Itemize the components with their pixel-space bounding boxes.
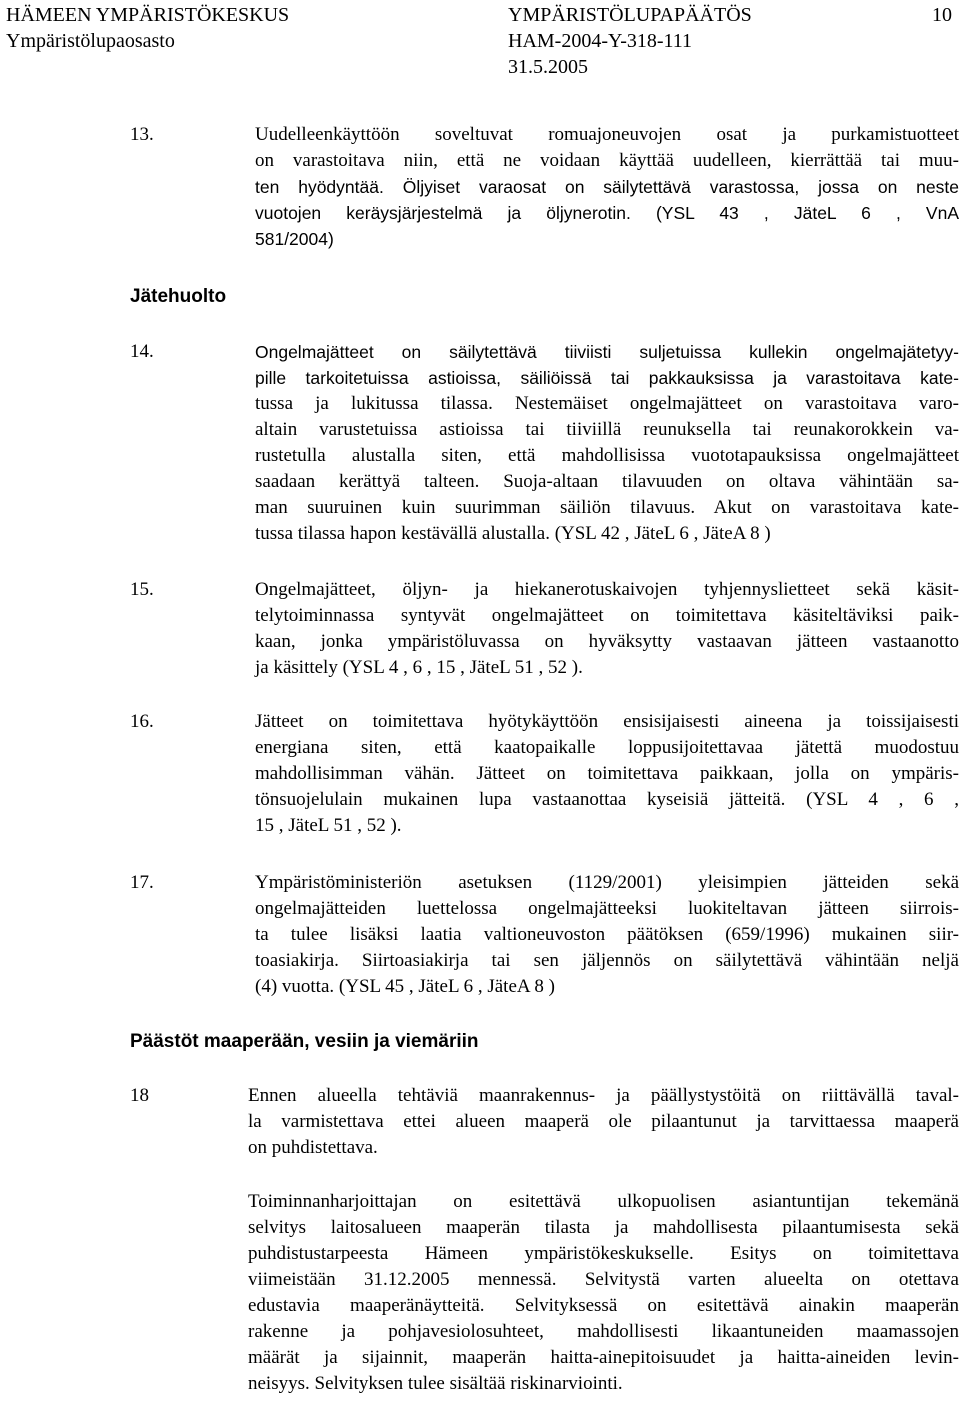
text-line: tussa ja lukitussa tilassa. Nestemäiset ongelmajätteet on varastoitava varo- — [255, 393, 959, 414]
item-text — [255, 122, 959, 252]
header-right — [508, 2, 752, 80]
text-line: edustavia maaperänäytteitä. Selvityksessä on esitettävä ainakin maaperän — [248, 1295, 959, 1316]
item-number: 18 — [130, 1085, 149, 1106]
text-line: telytoiminnassa syntyvät ongelmajätteet on toimitettava käsiteltäviksi paik- — [255, 605, 959, 626]
text-line: saadaan kerättyä talteen. Suoja-altaan tilavuuden on oltava vähintään sa- — [255, 471, 959, 492]
text-line: Uudelleenkäyttöön soveltuvat romuajoneuvojen osat ja purkamistuotteet — [255, 124, 959, 145]
document-date: 31.5.2005 — [508, 56, 588, 78]
item-text — [255, 339, 959, 547]
item-number: 16. — [130, 711, 154, 732]
text-line: 581/2004) — [255, 229, 334, 249]
item-number: 15. — [130, 579, 154, 600]
text-line: toasiakirja. Siirtoasiakirja tai sen jäljennös on säilytettävä vähintään neljä — [255, 950, 959, 971]
text-line: Ongelmajätteet on säilytettävä tiiviisti suljetuissa kullekin ongelmajätetyy- — [255, 342, 959, 362]
item-number: 17. — [130, 872, 154, 893]
text-line: on puhdistettava. — [248, 1137, 378, 1158]
document-type: YMPÄRISTÖLUPAPÄÄTÖS — [508, 4, 752, 26]
text-line: Ongelmajätteet, öljyn- ja hiekanerotuskaivojen tyhjennysliette​et sekä käsit- — [255, 579, 959, 600]
text-line: selvitys laitosalueen maaperän tilasta ja mahdollisesta pilaantumisesta sekä — [248, 1217, 959, 1238]
text-line: puhdistustarpeesta Hämeen ympäristökeskukselle. Esitys on toimitettava — [248, 1243, 959, 1264]
section-heading-jatehuolto: Jätehuolto — [130, 286, 227, 307]
item-18-paragraph-2 — [248, 1189, 959, 1397]
item-number: 13. — [130, 124, 154, 145]
text-line: tönsuojelulain mukainen lupa vastaanottaa kyseisiä jätteitä. (YSL 4 , 6 , — [255, 789, 959, 810]
text-line: (4) vuotta. (YSL 45 , JäteL 6 , JäteA 8 ) — [255, 976, 555, 997]
text-line: mahdollisimman vähän. Jätteet on toimitettava paikkaan, jolla on ympäris- — [255, 763, 959, 784]
text-line: vuotojen keräysjärjestelmä ja öljynerotin. (YSL 43 , JäteL 6 , VnA — [255, 203, 959, 223]
text-line: tussa tilassa hapon kestävällä alustalla. (YSL 42 , JäteL 6 , JäteA 8 ) — [255, 523, 771, 544]
text-line: ongelmajätteiden luettelossa ongelmajätteeksi luokiteltavan jätteen siirrois- — [255, 898, 959, 919]
item-number: 14. — [130, 341, 154, 362]
text-line: kaan, jonka ympäristöluvassa on hyväksytty vastaavan jätteen vastaanotto — [255, 631, 959, 652]
text-line: määrät ja sijainnit, maaperän haitta-ainepitoisuudet ja haitta-aineiden levin- — [248, 1347, 959, 1368]
section-heading-paastot: Päästöt maaperään, vesiin ja viemäriin — [130, 1031, 479, 1052]
text-line: la varmistettava ettei alueen maaperä ole pilaantunut ja tarvittaessa maaperä — [248, 1111, 959, 1132]
text-line: ja käsittely (YSL 4 , 6 , 15 , JäteL 51 , 52 ). — [255, 657, 583, 678]
text-line: rustetulla alustalla siten, että mahdollisissa vuototapauksissa ongelmajätteet — [255, 445, 959, 466]
text-line: energiana siten, että kaatopaikalle loppusijoitettavaa jätettä muodostuu — [255, 737, 959, 758]
text-line: ta tulee lisäksi laatia valtioneuvoston päätöksen (659/1996) mukainen siir- — [255, 924, 959, 945]
text-line: Ympäristöministeriön asetuksen (1129/2001) yleisimpien jätteiden sekä — [255, 872, 959, 893]
text-line: Toiminnanharjoittajan on esitettävä ulkopuolisen asiantuntijan tekemänä — [248, 1191, 959, 1212]
page-header — [0, 0, 960, 80]
text-line: altain varustetuissa astioissa tai tiiviillä reunuksella tai reunakorokkein va- — [255, 419, 959, 440]
text-line: 15 , JäteL 51 , 52 ). — [255, 815, 402, 836]
text-line: Jätteet on toimitettava hyötykäyttöön ensisijaisesti aineena ja toissijaisesti — [255, 711, 959, 732]
item-text — [255, 870, 959, 1000]
text-line: ten hyödyntää. Öljyiset varaosat on säilytettävä varastossa, jossa on neste — [255, 177, 959, 197]
text-line: pille tarkoitetuissa astioissa, säiliöissä tai pakkauksissa ja varastoitava kate- — [255, 368, 959, 388]
page-number: 10 — [932, 4, 952, 26]
text-line: rakenne ja pohjavesiolosuhteet, mahdollisesti likaantuneiden maamassojen — [248, 1321, 959, 1342]
text-line: on varastoitava niin, että ne voidaan käyttää uudelleen, kierrättää tai muu- — [255, 150, 959, 171]
department-name: Ympäristölupaosasto — [6, 30, 175, 52]
authority-name: HÄMEEN YMPÄRISTÖKESKUS — [6, 4, 290, 26]
item-text — [255, 709, 959, 839]
text-line: viimeistään 31.12.2005 mennessä. Selvitystä varten alueelta on otettava — [248, 1269, 959, 1290]
text-line: neisyys. Selvityksen tulee sisältää riskinarviointi. — [248, 1373, 623, 1394]
text-line: Ennen alueella tehtäviä maanrakennus- ja päällystystöitä on riittävällä taval- — [248, 1085, 959, 1106]
item-text — [255, 577, 959, 681]
text-line: man suuruinen kuin suurimman säiliön tilavuus. Akut on varastoitava kate- — [255, 497, 959, 518]
header-left — [6, 2, 289, 54]
item-text — [248, 1083, 959, 1161]
document-reference: HAM-2004-Y-318-111 — [508, 30, 693, 52]
